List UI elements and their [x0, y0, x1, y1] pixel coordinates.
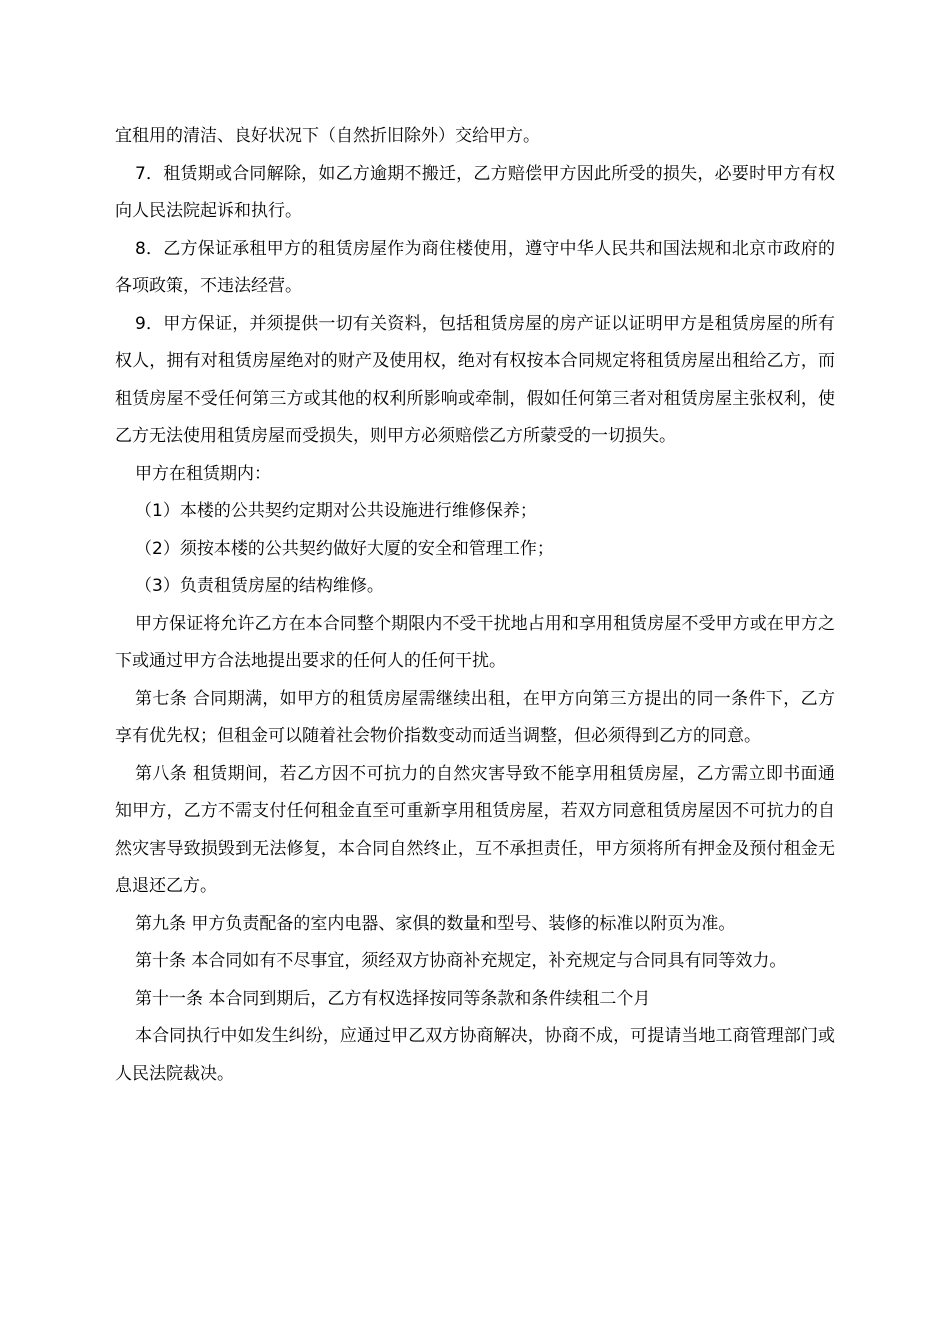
- paragraph-article-11: 第十一条 本合同到期后，乙方有权选择按同等条款和条件续租二个月: [135, 988, 651, 1009]
- paragraph-clause-7: 7．租赁期或合同解除，如乙方逾期不搬迁，乙方赔偿甲方因此所受的损失，必要时甲方有权向人民法院起诉和执行。: [115, 163, 835, 221]
- list-item-duty-1: （1）本楼的公共契约定期对公共设施进行维修保养；: [135, 501, 537, 521]
- paragraph-dispute-resolution: 本合同执行中如发生纠纷，应通过甲乙双方协商解决，协商不成，可提请当地工商管理部门或人民法院裁决。: [115, 1026, 835, 1084]
- document-body: [115, 118, 835, 1093]
- paragraph-lessor-duties-intro: 甲方在租赁期内：: [135, 463, 271, 484]
- paragraph-clause-9: 9．甲方保证，并须提供一切有关资料，包括租赁房屋的房产证以证明甲方是租赁房屋的所有权人，拥有对租赁房屋绝对的财产及使用权，绝对有权按本合同规定将租赁房屋出租给乙方，而租赁房屋不受任何第三方或其他的权利所影响或牵制，假如任何第三者对租赁房屋主张权利，使乙方无法使用租赁房屋而受损失，则甲方必须赔偿乙方所蒙受的一切损失。: [115, 313, 835, 446]
- list-item-duty-2: （2）须按本楼的公共契约做好大厦的安全和管理工作；: [135, 538, 554, 559]
- paragraph-article-7: 第七条 合同期满，如甲方的租赁房屋需继续出租，在甲方向第三方提出的同一条件下，乙方享有优先权；但租金可以随着社会物价指数变动而适当调整，但必须得到乙方的同意。: [115, 688, 835, 746]
- paragraph-article-8: 第八条 租赁期间，若乙方因不可抗力的自然灾害导致不能享用租赁房屋，乙方需立即书面通知甲方，乙方不需支付任何租金直至可重新享用租赁房屋，若双方同意租赁房屋因不可抗力的自然灾害导致损毁到无法修复，本合同自然终止，互不承担责任，甲方须将所有押金及预付租金无息退还乙方。: [115, 763, 835, 896]
- paragraph-clause-8: 8．乙方保证承租甲方的租赁房屋作为商住楼使用，遵守中华人民共和国法规和北京市政府的各项政策，不违法经营。: [115, 238, 835, 296]
- paragraph-quiet-enjoyment: 甲方保证将允许乙方在本合同整个期限内不受干扰地占用和享用租赁房屋不受甲方或在甲方之下或通过甲方合法地提出要求的任何人的任何干扰。: [115, 613, 835, 671]
- list-item-duty-3: （3）负责租赁房屋的结构维修。: [135, 576, 384, 596]
- paragraph-article-9: 第九条 甲方负责配备的室内电器、家俱的数量和型号、装修的标准以附页为准。: [135, 913, 736, 934]
- paragraph-return-condition: 宜租用的清洁、良好状况下（自然折旧除外）交给甲方。: [115, 126, 540, 146]
- paragraph-article-10: 第十条 本合同如有不尽事宜，须经双方协商补充规定，补充规定与合同具有同等效力。: [135, 951, 787, 971]
